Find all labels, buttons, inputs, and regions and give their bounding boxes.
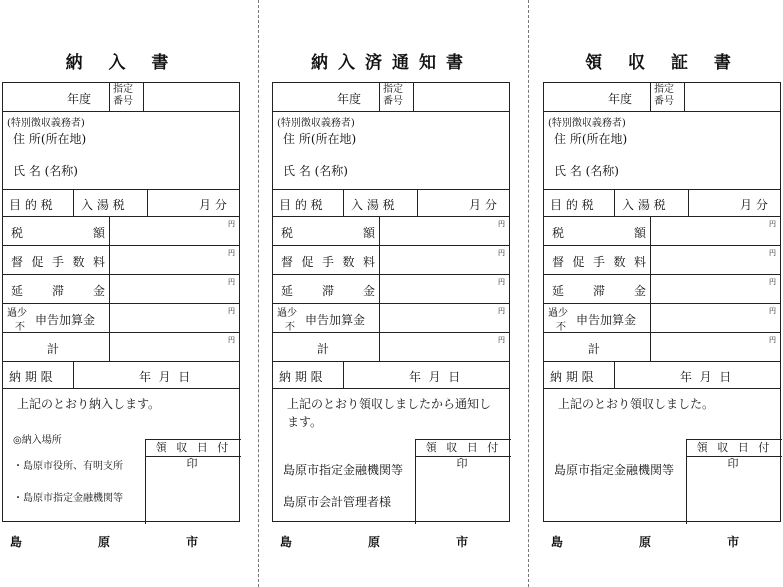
- name-label: 氏 名 (名称): [13, 164, 78, 178]
- statement-text: 上記のとおり領収しました。: [558, 397, 715, 411]
- due-row: [544, 361, 780, 388]
- org-line-1: 島原市指定金融機関等: [554, 463, 675, 477]
- remarks-area: [544, 388, 780, 523]
- reminder-fee-value[interactable]: [651, 246, 780, 275]
- yen-mark: 円: [498, 307, 505, 315]
- yen-mark: 円: [498, 336, 505, 344]
- penalty-value[interactable]: [651, 304, 780, 333]
- purpose-row: [273, 189, 509, 216]
- total-label: 計: [317, 342, 330, 356]
- form-title: 納 入 書: [65, 53, 179, 73]
- receipt-stamp-box: [145, 439, 241, 524]
- tax-amount-row: [3, 216, 239, 245]
- yen-mark: 円: [228, 220, 235, 228]
- place-title: ◎納入場所: [13, 435, 62, 446]
- due-date: 年 月 日: [409, 370, 461, 384]
- org-line-2: 島原市会計管理者様: [283, 495, 392, 509]
- address-label: 住 所(所在地): [554, 132, 628, 146]
- reminder-fee-label: 督 促 手 数 料: [11, 255, 105, 269]
- tax-amount-label: 税 額: [552, 226, 646, 240]
- form-box: [2, 82, 240, 522]
- due-row: [3, 361, 239, 388]
- month-label: 月 分: [740, 198, 768, 212]
- purpose-row: [544, 189, 780, 216]
- statement-text: 上記のとおり納入します。: [17, 397, 161, 411]
- form-panel-2: [543, 0, 783, 587]
- yen-mark: 円: [769, 249, 776, 257]
- penalty-row: [273, 303, 509, 332]
- yen-mark: 円: [228, 307, 235, 315]
- tax-amount-value[interactable]: [651, 217, 780, 246]
- name-label: 氏 名 (名称): [283, 164, 348, 178]
- nendo-label: 年度: [67, 92, 92, 106]
- yen-mark: 円: [228, 249, 235, 257]
- gimusha-label: (特別徴収義務者): [548, 118, 626, 129]
- reminder-fee-row: [544, 245, 780, 274]
- tax-name: 入 湯 税: [351, 198, 395, 212]
- yen-mark: 円: [498, 278, 505, 286]
- yen-mark: 円: [498, 249, 505, 257]
- separator-left: [258, 0, 259, 587]
- tax-name: 入 湯 税: [81, 198, 125, 212]
- reminder-fee-label: 督 促 手 数 料: [281, 255, 375, 269]
- due-label: 納 期 限: [279, 370, 323, 384]
- tax-name: 入 湯 税: [622, 198, 666, 212]
- kasho-label: 過少: [277, 308, 297, 319]
- form-panel-0: [2, 0, 242, 587]
- purpose-row: [3, 189, 239, 216]
- penalty-label: 申告加算金: [576, 313, 637, 327]
- total-value[interactable]: [110, 333, 239, 362]
- penalty-row: [3, 303, 239, 332]
- place-item-1: ・島原市役所、有明支所: [13, 461, 123, 472]
- yen-mark: 円: [769, 278, 776, 286]
- header-row: [3, 83, 239, 111]
- address-label: 住 所(所在地): [13, 132, 87, 146]
- month-label: 月 分: [199, 198, 227, 212]
- delinquency-label: 延 滞 金: [11, 284, 105, 298]
- due-date: 年 月 日: [680, 370, 732, 384]
- form-title: 納入済通知書: [311, 53, 473, 73]
- penalty-value[interactable]: [110, 304, 239, 333]
- tax-amount-label: 税 額: [281, 226, 375, 240]
- due-label: 納 期 限: [9, 370, 53, 384]
- total-value[interactable]: [380, 333, 509, 362]
- tax-amount-label: 税 額: [11, 226, 105, 240]
- nendo-label: 年度: [337, 92, 362, 106]
- separator-right: [528, 0, 529, 587]
- total-value[interactable]: [651, 333, 780, 362]
- total-row: [3, 332, 239, 361]
- shitei-label: 指定番号: [383, 84, 403, 107]
- penalty-label: 申告加算金: [305, 313, 366, 327]
- delinquency-row: [3, 274, 239, 303]
- due-label: 納 期 限: [550, 370, 594, 384]
- header-row: [544, 83, 780, 111]
- yen-mark: 円: [228, 336, 235, 344]
- form-box: [272, 82, 510, 522]
- reminder-fee-value[interactable]: [380, 246, 509, 275]
- tax-amount-value[interactable]: [380, 217, 509, 246]
- fu-label: 不: [15, 322, 25, 333]
- penalty-value[interactable]: [380, 304, 509, 333]
- due-date: 年 月 日: [139, 370, 191, 384]
- city-name: 島 原 市: [9, 535, 235, 549]
- delinquency-row: [273, 274, 509, 303]
- form-box: [543, 82, 781, 522]
- statement-text: 上記のとおり領収しましたから通知します。: [287, 397, 492, 429]
- stamp-header: 領 収 日 付 印: [687, 440, 782, 457]
- reminder-fee-row: [273, 245, 509, 274]
- yen-mark: 円: [498, 220, 505, 228]
- delinquency-label: 延 滞 金: [281, 284, 375, 298]
- place-item-2: ・島原市指定金融機関等: [13, 493, 123, 504]
- yen-mark: 円: [769, 220, 776, 228]
- month-label: 月 分: [469, 198, 497, 212]
- penalty-row: [544, 303, 780, 332]
- total-row: [544, 332, 780, 361]
- org-line-1: 島原市指定金融機関等: [283, 463, 404, 477]
- receipt-stamp-box: [415, 439, 511, 524]
- gimusha-label: (特別徴収義務者): [7, 118, 85, 129]
- reminder-fee-value[interactable]: [110, 246, 239, 275]
- purpose-label: 目 的 税: [279, 198, 323, 212]
- fu-label: 不: [556, 322, 566, 333]
- delinquency-value[interactable]: [651, 275, 780, 304]
- due-row: [273, 361, 509, 388]
- reminder-fee-row: [3, 245, 239, 274]
- tax-amount-value[interactable]: [110, 217, 239, 246]
- purpose-label: 目 的 税: [550, 198, 594, 212]
- reminder-fee-label: 督 促 手 数 料: [552, 255, 646, 269]
- total-row: [273, 332, 509, 361]
- shitei-label: 指定番号: [113, 84, 133, 107]
- header-row: [273, 83, 509, 111]
- kasho-label: 過少: [7, 308, 27, 319]
- nendo-label: 年度: [608, 92, 633, 106]
- yen-mark: 円: [769, 336, 776, 344]
- form-panel-1: [272, 0, 512, 587]
- address-label: 住 所(所在地): [283, 132, 357, 146]
- remarks-area: [3, 388, 239, 523]
- stamp-header: 領 収 日 付 印: [416, 440, 511, 457]
- yen-mark: 円: [228, 278, 235, 286]
- receipt-stamp-box: [686, 439, 782, 524]
- total-label: 計: [588, 342, 601, 356]
- penalty-label: 申告加算金: [35, 313, 96, 327]
- purpose-label: 目 的 税: [9, 198, 53, 212]
- delinquency-label: 延 滞 金: [552, 284, 646, 298]
- taxpayer-row: [3, 111, 239, 189]
- city-name: 島 原 市: [279, 535, 505, 549]
- delinquency-value[interactable]: [380, 275, 509, 304]
- form-title: 領 収 証 書: [585, 53, 741, 73]
- kasho-label: 過少: [548, 308, 568, 319]
- taxpayer-row: [544, 111, 780, 189]
- stamp-header: 領 収 日 付 印: [146, 440, 241, 457]
- fu-label: 不: [285, 322, 295, 333]
- gimusha-label: (特別徴収義務者): [277, 118, 355, 129]
- remarks-area: [273, 388, 509, 523]
- city-name: 島 原 市: [550, 535, 776, 549]
- delinquency-value[interactable]: [110, 275, 239, 304]
- name-label: 氏 名 (名称): [554, 164, 619, 178]
- total-label: 計: [47, 342, 60, 356]
- yen-mark: 円: [769, 307, 776, 315]
- delinquency-row: [544, 274, 780, 303]
- taxpayer-row: [273, 111, 509, 189]
- tax-amount-row: [273, 216, 509, 245]
- shitei-label: 指定番号: [654, 84, 674, 107]
- tax-amount-row: [544, 216, 780, 245]
